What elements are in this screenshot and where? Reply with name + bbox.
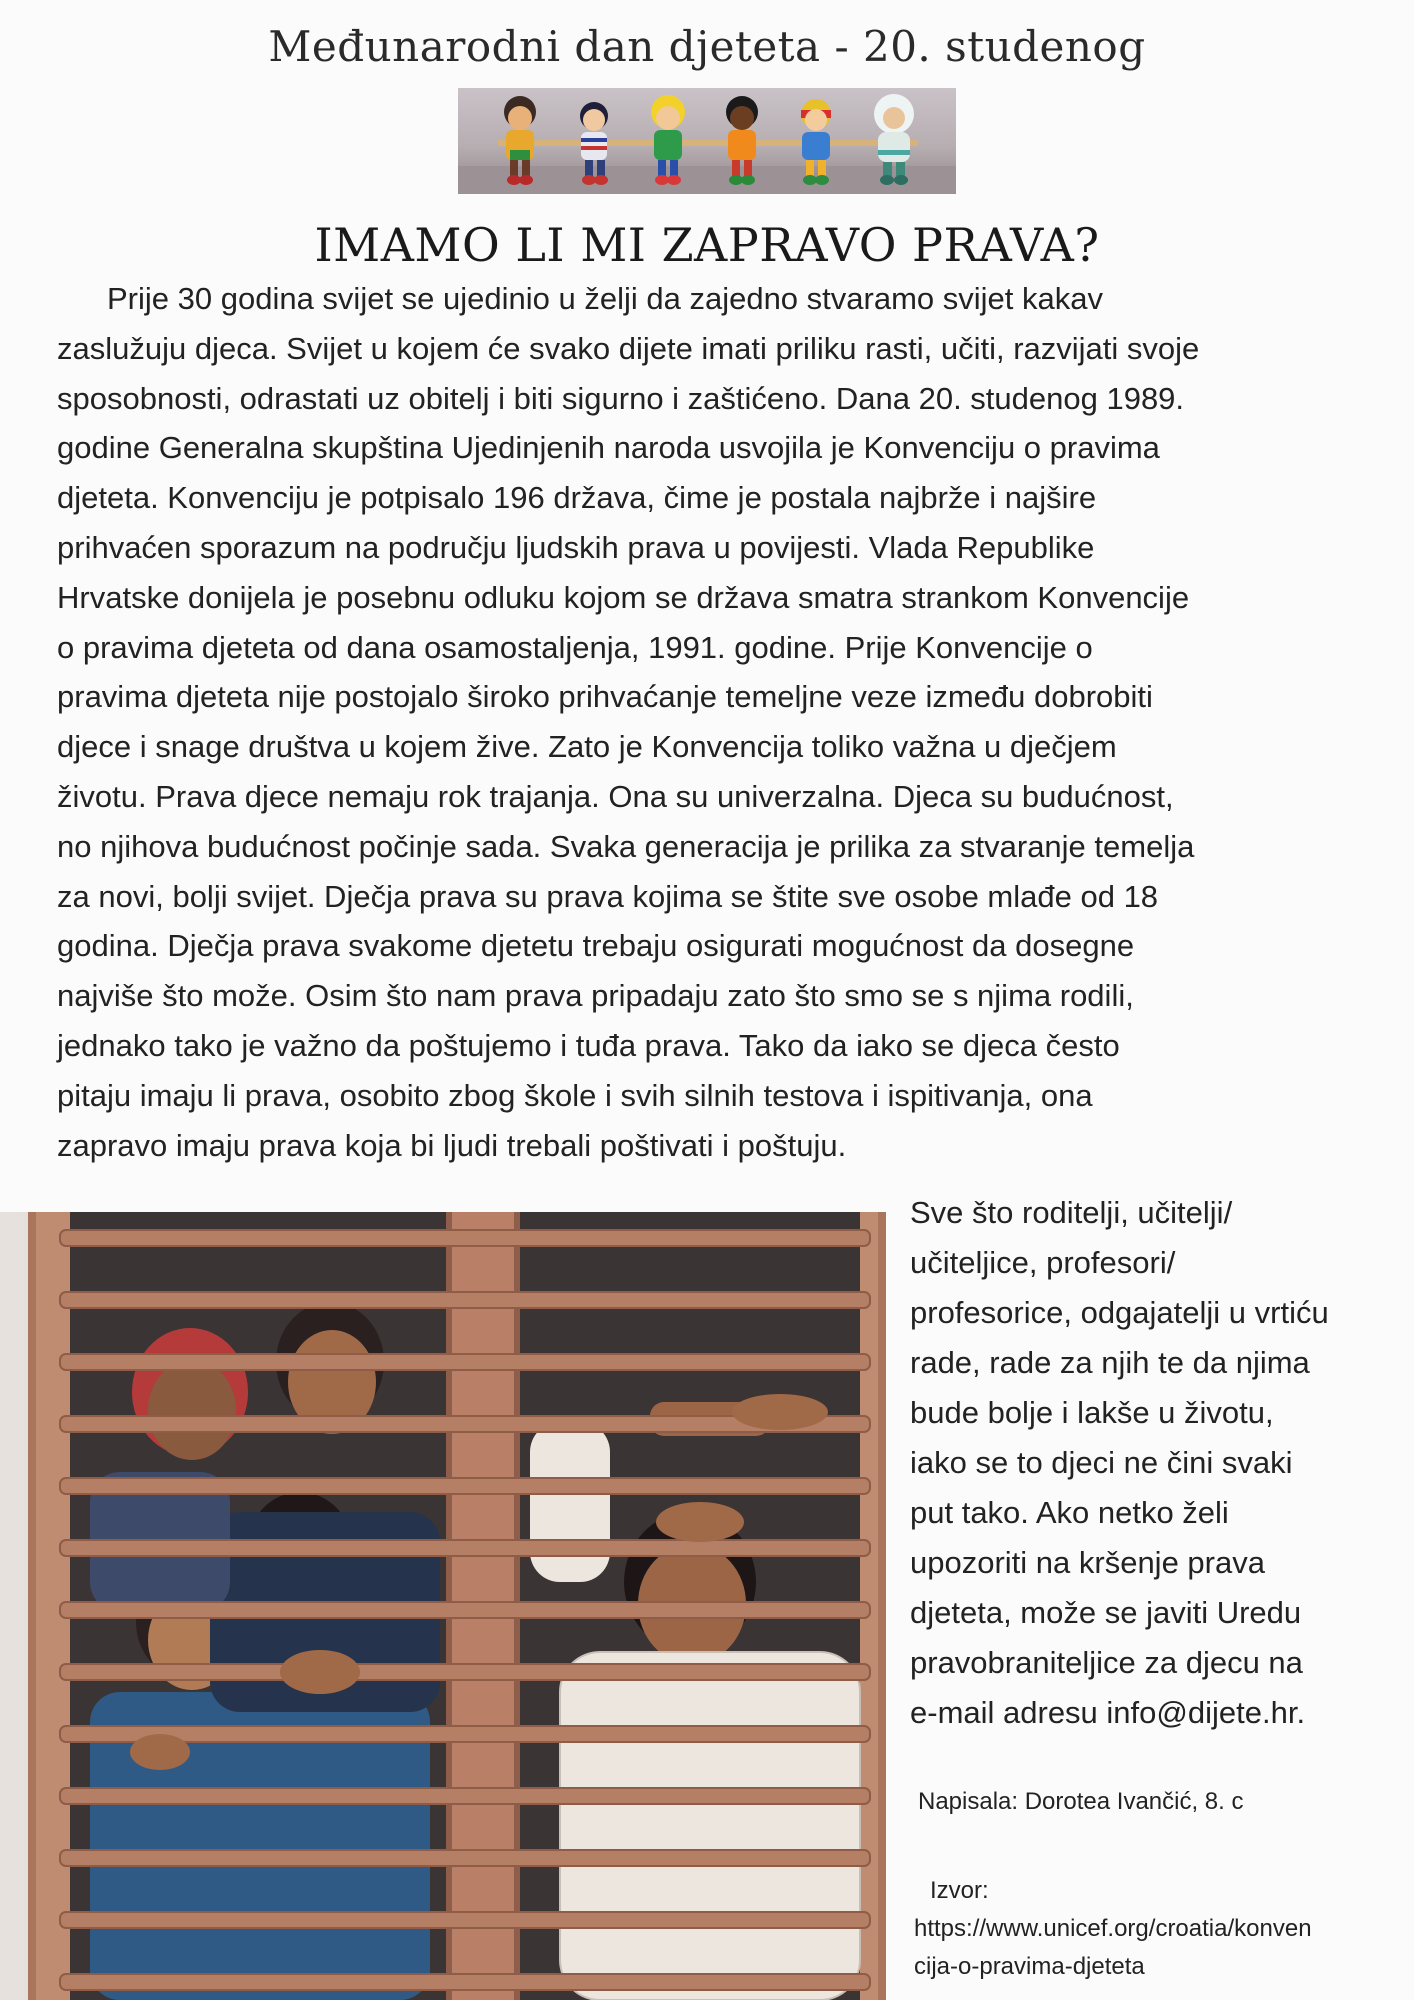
- page-title: Međunarodni dan djeteta - 20. studenog: [268, 22, 1146, 71]
- article-line: godine Generalna skupština Ujedinjenih naroda usvojila je Konvenciju o pravima: [57, 430, 1160, 466]
- article-line: sposobnosti, odrastati uz obitelj i biti sigurno i zaštićeno. Dana 20. studenog 1989.: [57, 380, 1185, 416]
- sidebar-line: iako se to djeci ne čini svaki: [910, 1445, 1293, 1480]
- children-window-photo: [0, 1212, 886, 2000]
- article-line: djece i snage društva u kojem žive. Zato je Konvencija toliko važna u dječjem: [57, 729, 1117, 765]
- sidebar-line: put tako. Ako netko želi: [910, 1495, 1229, 1530]
- article-line: djeteta. Konvenciju je potpisalo 196 država, čime je postala najbrže i najšire: [57, 480, 1097, 516]
- sidebar-text: [910, 1188, 1400, 1738]
- sidebar-line: pravobraniteljice za djecu na: [910, 1645, 1303, 1680]
- article-line: zaslužuju djeca. Svijet u kojem će svako dijete imati priliku rasti, učiti, razvijati svoje: [57, 330, 1200, 366]
- source-url-line: cija-o-pravima-djeteta: [914, 1953, 1145, 1980]
- article-line: jednako tako je važno da poštujemo i tuđa prava. Tako da iako se djeca često: [57, 1027, 1120, 1063]
- source-label: Izvor:: [930, 1877, 989, 1904]
- source-url-line: https://www.unicef.org/croatia/konven: [914, 1915, 1312, 1942]
- toy-dolls-banner-image: [458, 88, 956, 194]
- article-line: no njihova budućnost počinje sada. Svaka generacija je prilika za stvaranje temelja: [57, 828, 1195, 864]
- article-line: pitaju imaju li prava, osobito zbog škole i svih silnih testova i ispitivanja, ona: [57, 1077, 1093, 1113]
- article-line: pravima djeteta nije postojalo široko prihvaćanje temeljne veze između dobrobiti: [57, 679, 1153, 715]
- source-citation: [914, 1872, 1404, 1986]
- article-line: o pravima djeteta od dana osamostaljenja, 1991. godine. Prije Konvencije o: [57, 629, 1093, 665]
- article-line: životu. Prava djece nemaju rok trajanja. Ona su univerzalna. Djeca su budućnost,: [57, 778, 1174, 814]
- sidebar-line: djeteta, može se javiti Uredu: [910, 1595, 1302, 1630]
- article-line: Prije 30 godina svijet se ujedinio u želji da zajedno stvaramo svijet kakav: [107, 281, 1103, 316]
- sidebar-line: bude bolje i lakše u životu,: [910, 1395, 1274, 1430]
- sidebar-line: e-mail adresu info@dijete.hr.: [910, 1695, 1306, 1730]
- sidebar-line: upozoriti na kršenje prava: [910, 1545, 1265, 1580]
- toy-dolls-illustration: [458, 88, 956, 194]
- author-byline: Napisala: Dorotea Ivančić, 8. c: [918, 1788, 1244, 1815]
- article-line: prihvaćen sporazum na području ljudskih prava u povijesti. Vlada Republike: [57, 529, 1095, 565]
- article-line: zapravo imaju prava koja bi ljudi trebali poštivati i poštuju.: [57, 1127, 847, 1163]
- article-title: IMAMO LI MI ZAPRAVO PRAVA?: [314, 218, 1100, 272]
- sidebar-line: rade, rade za njih te da njima: [910, 1345, 1310, 1380]
- sidebar-line: profesorice, odgajatelji u vrtiću: [910, 1295, 1329, 1330]
- sidebar-line: Sve što roditelji, učitelji/: [910, 1195, 1233, 1230]
- article-line: za novi, bolji svijet. Dječja prava su prava kojima se štite sve osobe mlađe od 18: [57, 878, 1159, 914]
- article-line: Hrvatske donijela je posebnu odluku kojom se država smatra strankom Konvencije: [57, 579, 1190, 615]
- article-line: najviše što može. Osim što nam prava pripadaju zato što smo se s njima rodili,: [57, 978, 1134, 1014]
- sidebar-line: učiteljice, profesori/: [910, 1245, 1176, 1280]
- children-behind-bars-illustration: [0, 1212, 886, 2000]
- article-body: [57, 274, 1377, 1170]
- article-line: godina. Dječja prava svakome djetetu trebaju osigurati mogućnost da dosegne: [57, 928, 1135, 964]
